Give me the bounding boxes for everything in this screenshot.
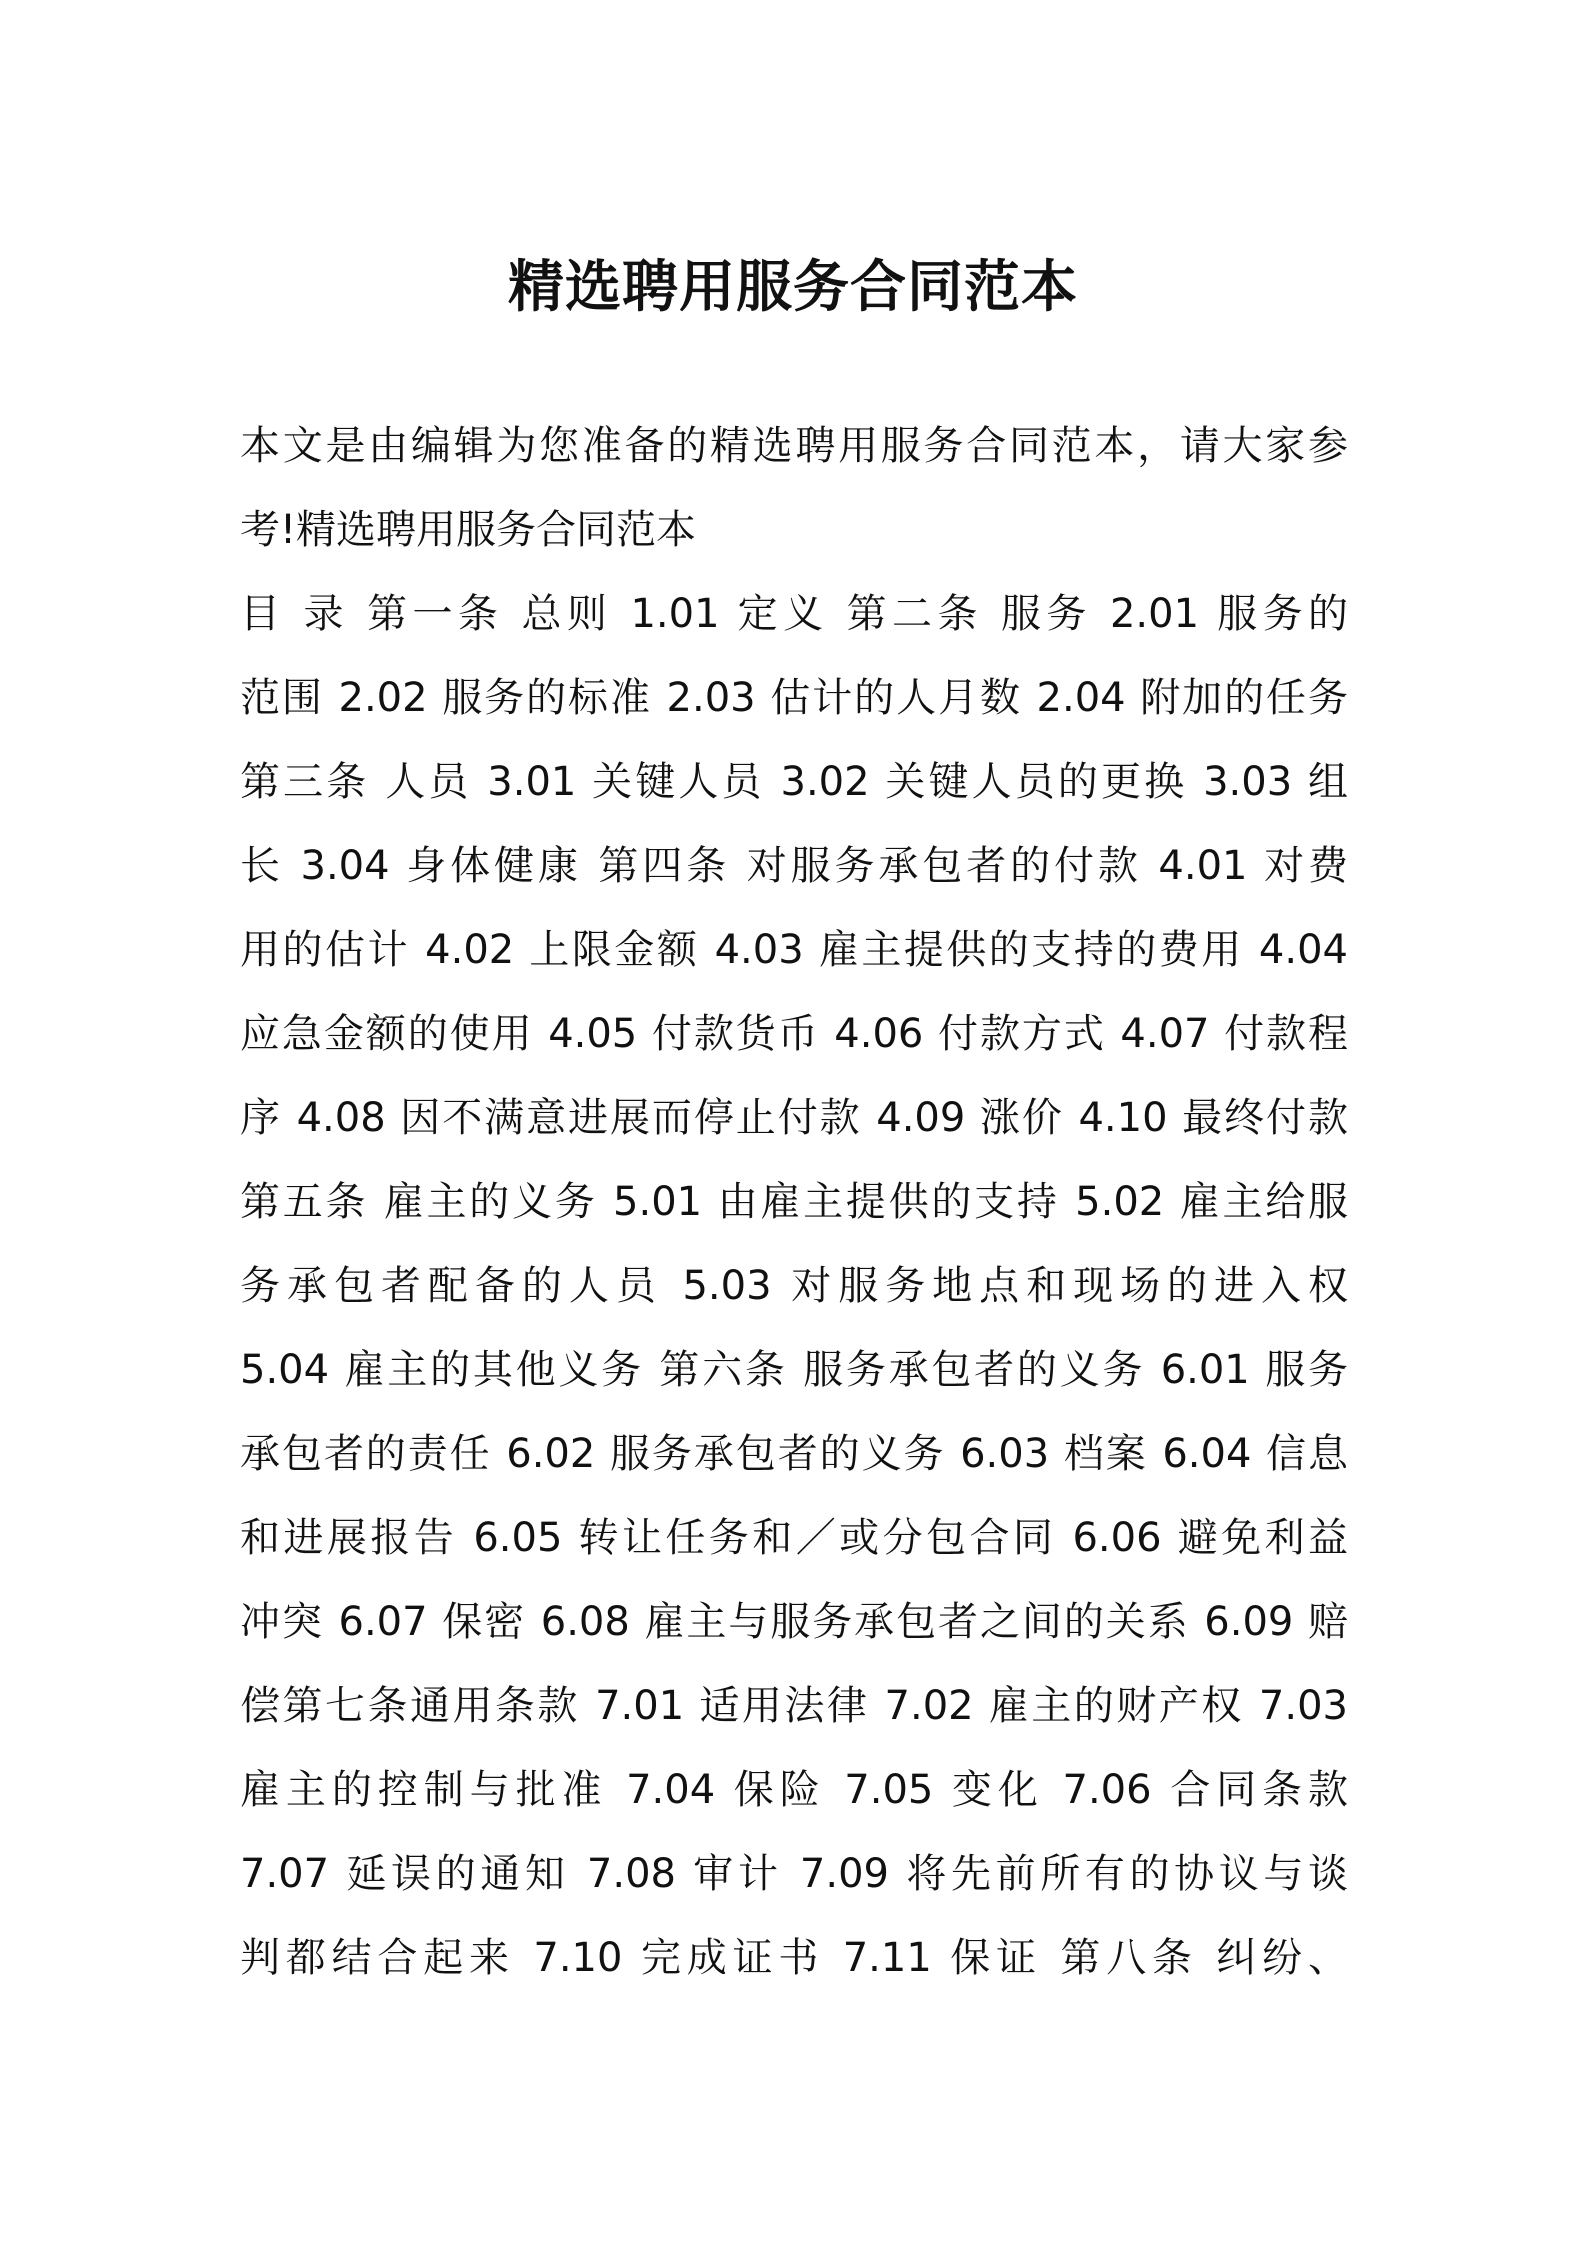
body-line: 承包者的责任 6.02 服务承包者的义务 6.03 档案 6.04 信息 xyxy=(240,1431,1348,1477)
body-line: 务承包者配备的人员 5.03 对服务地点和现场的进入权 xyxy=(240,1263,1348,1309)
body-line: 和进展报告 6.05 转让任务和／或分包合同 6.06 避免利益 xyxy=(240,1515,1348,1561)
body-line: 长 3.04 身体健康 第四条 对服务承包者的付款 4.01 对费 xyxy=(240,843,1348,889)
body-line: 本文是由编辑为您准备的精选聘用服务合同范本，请大家参 xyxy=(240,423,1348,469)
body-line: 第五条 雇主的义务 5.01 由雇主提供的支持 5.02 雇主给服 xyxy=(240,1179,1348,1225)
body-line: 考!精选聘用服务合同范本 xyxy=(240,507,697,553)
body-line: 序 4.08 因不满意进展而停止付款 4.09 涨价 4.10 最终付款 xyxy=(240,1095,1348,1141)
body-line: 雇主的控制与批准 7.04 保险 7.05 变化 7.06 合同条款 xyxy=(240,1767,1348,1813)
body-line: 判都结合起来 7.10 完成证书 7.11 保证 第八条 纠纷、 xyxy=(240,1935,1348,1981)
body-line: 5.04 雇主的其他义务 第六条 服务承包者的义务 6.01 服务 xyxy=(240,1347,1348,1393)
body-line: 7.07 延误的通知 7.08 审计 7.09 将先前所有的协议与谈 xyxy=(240,1851,1348,1897)
body-line: 第三条 人员 3.01 关键人员 3.02 关键人员的更换 3.03 组 xyxy=(240,759,1348,805)
body-line: 用的估计 4.02 上限金额 4.03 雇主提供的支持的费用 4.04 xyxy=(240,927,1348,973)
document-title: 精选聘用服务合同范本 xyxy=(508,255,1078,320)
body-line: 范围 2.02 服务的标准 2.03 估计的人月数 2.04 附加的任务 xyxy=(240,675,1348,721)
body-line: 目 录 第一条 总则 1.01 定义 第二条 服务 2.01 服务的 xyxy=(240,591,1348,637)
body-line: 冲突 6.07 保密 6.08 雇主与服务承包者之间的关系 6.09 赔 xyxy=(240,1599,1348,1645)
body-line: 应急金额的使用 4.05 付款货币 4.06 付款方式 4.07 付款程 xyxy=(240,1011,1348,1057)
body-line: 偿第七条通用条款 7.01 适用法律 7.02 雇主的财产权 7.03 xyxy=(240,1683,1348,1729)
document-body xyxy=(240,404,1348,2000)
